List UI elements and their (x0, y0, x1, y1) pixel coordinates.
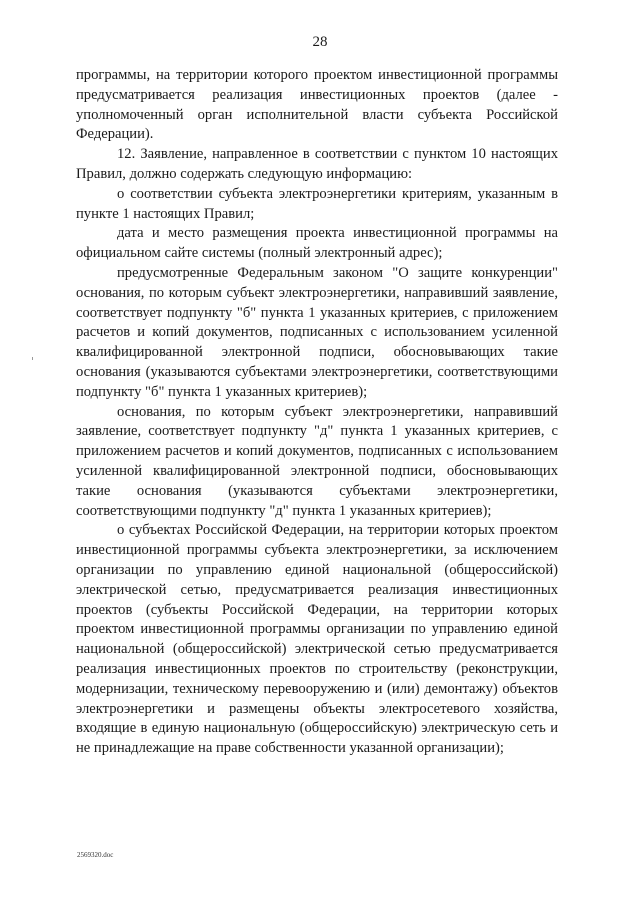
paragraph-competition-law-grounds: предусмотренные Федеральным законом "О защите конкуренции" основания, по которым субъект электроэнергетики, направивший заявление, соответствует подпункту "б" пункта 1 указанных критериев, с приложением расчетов и копий документов, подписанных с использованием усиленной квалифицированной электронной подписи, обосновывающих такие основания (указываются субъектами электроэнергетики, соответствующими подпункту "б" пункта 1 указанных критериев); (76, 264, 558, 400)
paragraph-federation-subjects: о субъектах Российской Федерации, на территории которых проектом инвестиционной программы субъекта электроэнергетики, за исключением организации по управлению единой национальной (общероссийской) электрической сетью, предусматривается реализация инвестиционных проектов (субъекты Российской Федерации, на территории которых проектом инвестиционной программы организации по управлению единой национальной (общероссийской) электрической сетью предусматривается реализация инвестиционных проектов по строительству (реконструкции, модернизации, техническому перевооружению и (или) демонтажу) объектов электроэнергетики и размещены объекты электросетевого хозяйства, входящие в единую национальную (общероссийскую) электрическую сеть и не принадлежащие на праве собственности указанной организации); (76, 522, 558, 757)
paragraph-publication-date: дата и место размещения проекта инвестиционной программы на официальном сайте системы (полный электронный адрес); (76, 225, 558, 262)
paragraph-continuation: программы, на территории которого проектом инвестиционной программы предусматривается реализация инвестиционных проектов (далее - уполномоченный орган исполнительной власти субъекта Российской Федерации). (76, 67, 558, 143)
scan-mark (32, 357, 33, 360)
footer-document-code: 2569320.doc (77, 851, 114, 859)
document-body (76, 66, 558, 759)
page-number: 28 (312, 34, 328, 50)
paragraph-criteria-compliance: о соответствии субъекта электроэнергетики критериям, указанным в пункте 1 настоящих Правил; (76, 185, 558, 222)
paragraph-clause-12: 12. Заявление, направленное в соответствии с пунктом 10 настоящих Правил, должно содержать следующую информацию: (76, 146, 558, 182)
paragraph-subpoint-d-grounds: основания, по которым субъект электроэнергетики, направивший заявление, соответствует подпункту "д" пункта 1 указанных критериев, с приложением расчетов и копий документов, подписанных с использованием усиленной квалифицированной электронной подписи, обосновывающих такие основания (указываются субъектами электроэнергетики, соответствующими подпункту "д" пункта 1 указанных критериев); (76, 403, 558, 519)
